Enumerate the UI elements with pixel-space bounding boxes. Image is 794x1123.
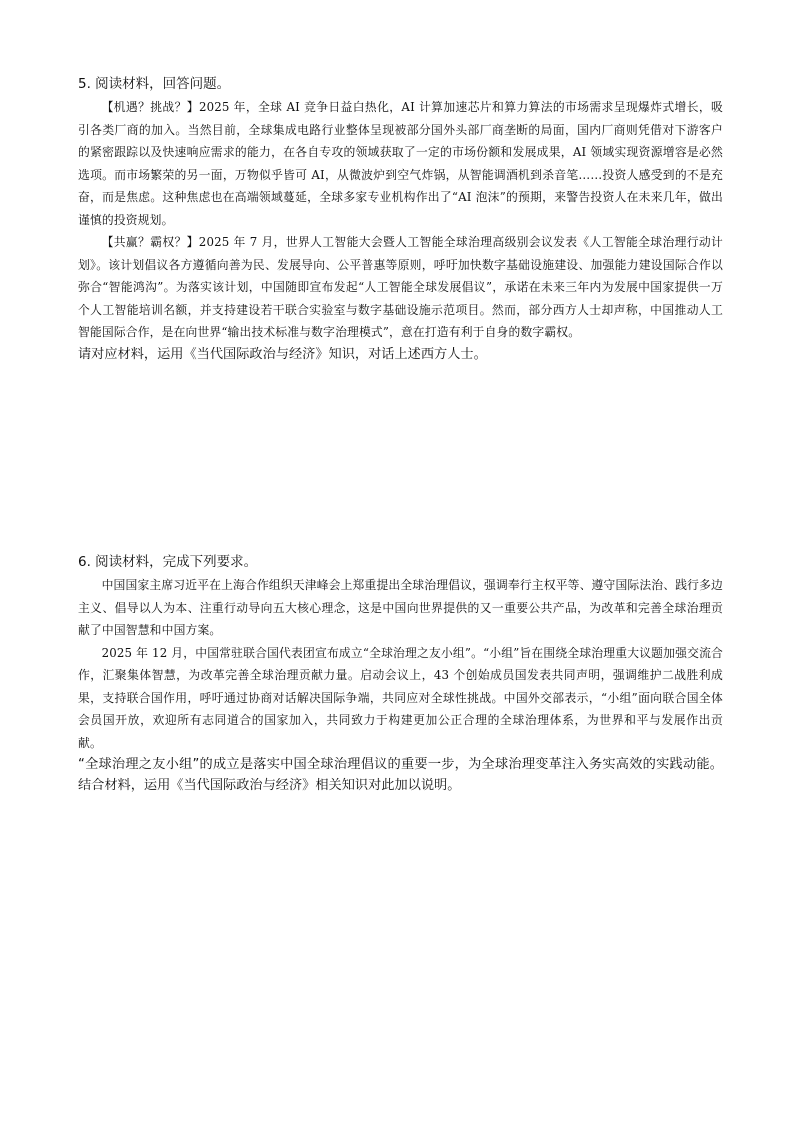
- question-6-material-2: 2025 年 12 月，中国常驻联合国代表团宣布成立“全球治理之友小组”。“小组”旨在围绕全球治理重大议题加强交流合作，汇聚集体智慧，为改革完善全球治理贡献力量。启动会议上，43 个创始成员国发表共同声明，强调维护二战胜利成果，支持联合国作用，呼吁通过协商对话解决国际争端，共同应对全球性挑战。中国外交部表示，“小组”面向联合国全体会员国开放，欢迎所有志同道合的国家加入，共同致力于构建更加公正合理的全球治理体系，为世界和平与发展作出贡献。: [78, 645, 723, 750]
- question-6-title: 6. 阅读材料，完成下列要求。: [78, 554, 258, 570]
- question-5-prompt: 请对应材料，运用《当代国际政治与经济》知识，对话上述西方人士。: [78, 346, 487, 362]
- question-6-prompt: “全球治理之友小组”的成立是落实中国全球治理倡议的重要一步，为全球治理变革注入务实高效的实践动能。结合材料，运用《当代国际政治与经济》相关知识对此加以说明。: [78, 757, 723, 793]
- question-6: [78, 552, 723, 796]
- question-5-material-2: 【共赢？霸权？】2025 年 7 月，世界人工智能大会暨人工智能全球治理高级别会议发表《人工智能全球治理行动计划》。该计划倡议各方遵循向善为民、发展导向、公平普惠等原则，呼吁加快数字基础设施建设、加强能力建设国际合作以弥合“智能鸿沟”。为落实该计划，中国随即宣布发起“人工智能全球发展倡议”，承诺在未来三年内为发展中国家提供一万个人工智能培训名额，并支持建设若干联合实验室与数字基础设施示范项目。然而，部分西方人士却声称，中国推动人工智能国际合作，是在向世界“输出技术标准与数字治理模式”，意在打造有利于自身的数字霸权。: [78, 235, 723, 339]
- question-6-material-1: 中国国家主席习近平在上海合作组织天津峰会上郑重提出全球治理倡议，强调奉行主权平等、遵守国际法治、践行多边主义、倡导以人为本、注重行动导向五大核心理念，这是中国向世界提供的又一重要公共产品，为改革和完善全球治理贡献了中国智慧和中国方案。: [78, 578, 723, 637]
- question-5: [78, 74, 723, 365]
- question-5-material-1: 【机遇？挑战？】2025 年，全球 AI 竞争日益白热化，AI 计算加速芯片和算力算法的市场需求呈现爆炸式增长，吸引各类厂商的加入。当然目前，全球集成电路行业整体呈现被部分国外头部厂商垄断的局面，国内厂商则凭借对下游客户的紧密跟踪以及快速响应需求的能力，在各自专攻的领域获取了一定的市场份额和发展成果，AI 领域实现资源增容是必然选项。而市场繁荣的另一面，万物似乎皆可 AI，从微波炉到空气炸锅，从智能调酒机到杀音笔……投资人感受到的不是充奋，而是焦虑。这种焦虑也在高端领域蔓延，全球多家专业机构作出了“AI 泡沫”的预期，来警告投资人在未来几年，做出谨慎的投资规划。: [78, 100, 723, 227]
- question-5-title: 5. 阅读材料，回答问题。: [78, 76, 231, 92]
